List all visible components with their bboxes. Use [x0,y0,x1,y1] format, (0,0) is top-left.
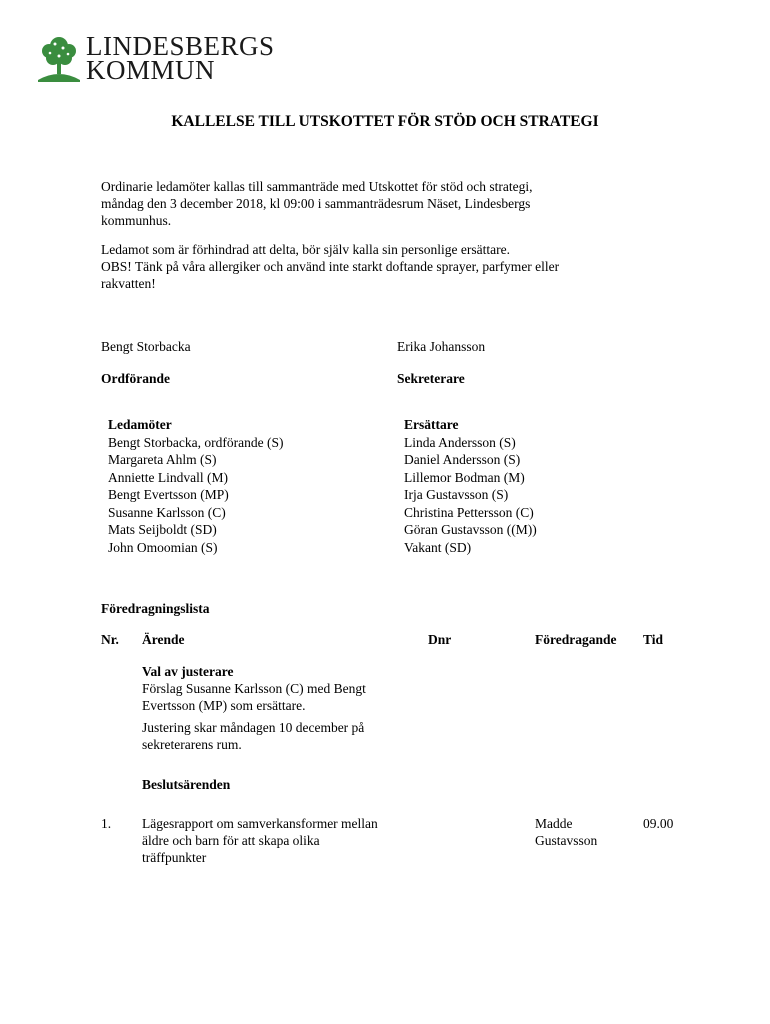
notice-line: Ledamot som är förhindrad att delta, bör själv kalla sin personlige ersättare. [101,242,510,257]
list-item: Bengt Storbacka, ordförande (S) [108,434,284,450]
list-item: John Omoomian (S) [108,539,218,555]
presenter-line: Madde [535,816,573,831]
list-item: Christina Pettersson (C) [404,504,534,520]
members-heading: Ledamöter [108,417,172,432]
agenda-item-line: Lägesrapport om samverkansformer mellan [142,816,378,831]
column-header-nr: Nr. [101,632,119,647]
list-item: Anniette Lindvall (M) [108,469,228,485]
section-heading: Beslutsärenden [142,777,231,792]
justerare-line: Justering skar måndagen 10 december på [142,720,365,735]
list-item: Linda Andersson (S) [404,434,516,450]
list-item: Vakant (SD) [404,539,472,555]
intro-line: kommunhus. [101,213,172,228]
agenda-heading: Föredragningslista [101,601,210,616]
notice-line: OBS! Tänk på våra allergiker och använd inte starkt doftande sprayer, parfymer eller [101,259,560,274]
members-list [108,416,283,556]
column-header-dnr: Dnr [428,632,452,647]
substitutes-list [404,416,537,556]
agenda-item-presenter [535,815,597,849]
logo-line-2: KOMMUN [86,55,216,85]
agenda-item-text [142,815,427,866]
justerare-title: Val av justerare [142,664,234,679]
agenda-item-time: 09.00 [643,816,674,831]
notice-line: rakvatten! [101,276,156,291]
secretary-name: Erika Johansson [397,339,486,354]
chair-name: Bengt Storbacka [101,339,191,354]
agenda-item-nr: 1. [101,816,112,831]
list-item: Lillemor Bodman (M) [404,469,525,485]
municipality-logo [38,31,278,85]
list-item: Susanne Karlsson (C) [108,504,226,520]
list-item: Mats Seijboldt (SD) [108,522,217,537]
intro-paragraph [101,178,661,229]
justerare-block [142,663,422,753]
agenda-item-line: träffpunkter [142,850,207,865]
notice-paragraph [101,241,661,292]
chair-role: Ordförande [101,371,170,386]
justerare-line: Evertsson (MP) som ersättare. [142,698,306,713]
column-header-arende: Ärende [142,632,185,647]
tree-icon [38,34,80,82]
column-header-foredragande: Föredragande [535,632,617,647]
intro-line: måndag den 3 december 2018, kl 09:00 i sammanträdesrum Näset, Lindesbergs [101,196,531,211]
secretary-role: Sekreterare [397,371,465,386]
list-item: Göran Gustavsson ((M)) [404,522,537,537]
justerare-line: Förslag Susanne Karlsson (C) med Bengt [142,681,366,696]
presenter-line: Gustavsson [535,833,598,848]
agenda-item-line: äldre och barn för att skapa olika [142,833,320,848]
list-item: Margareta Ahlm (S) [108,452,217,467]
list-item: Irja Gustavsson (S) [404,487,509,502]
justerare-line: sekreterarens rum. [142,737,242,752]
list-item: Daniel Andersson (S) [404,452,521,467]
substitutes-heading: Ersättare [404,417,459,432]
list-item: Bengt Evertsson (MP) [108,487,229,502]
intro-line: Ordinarie ledamöter kallas till sammanträde med Utskottet för stöd och strategi, [101,179,533,194]
column-header-tid: Tid [643,632,664,647]
logo-line-1: LINDESBERGS [86,31,275,61]
page-title: KALLELSE TILL UTSKOTTET FÖR STÖD OCH STRATEGI [171,113,599,130]
